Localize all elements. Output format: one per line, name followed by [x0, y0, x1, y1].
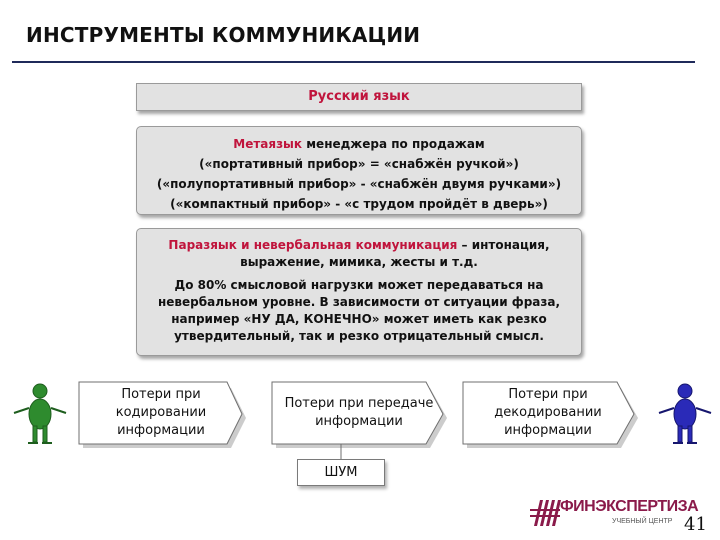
step-transmission-label: Потери при передаче информации	[284, 396, 434, 429]
metalanguage-line-2: («портативный прибор» = «снабжён ручкой»)	[199, 157, 519, 171]
paralanguage-paragraph-1-rest: – интонация, выражение, мимика, жесты и т.д.	[240, 238, 550, 269]
sender-person-icon	[10, 381, 70, 447]
metalanguage-line-3: («полупортативный прибор» - «снабжён двумя ручками»)	[156, 177, 562, 191]
language-label: Русский язык	[308, 89, 410, 104]
metalanguage-line-1-rest: менеджера по продажам	[302, 137, 485, 151]
metalanguage-line-4: («компактный прибор» - «с трудом пройдёт в дверь»)	[170, 197, 548, 211]
language-box	[136, 83, 582, 111]
noise-connector	[337, 444, 345, 460]
paralanguage-paragraph-2: До 80% смысловой нагрузки может передаваться на невербальном уровне. В зависимости от ситуации фраза, например «НУ ДА, КОНЕЧНО» может иметь как резко утвердительный, так и резко отрицательный смысл.	[157, 278, 561, 343]
page-number: 41	[684, 514, 707, 535]
metalanguage-term: Метаязык	[233, 137, 303, 151]
company-logo-name: ФИНЭКСПЕРТИЗА	[560, 498, 699, 515]
paralanguage-term: Паразяык и невербальная коммуникация	[168, 238, 458, 252]
paralanguage-box	[136, 228, 582, 356]
company-logo-subtitle: УЧЕБНЫЙ ЦЕНТР	[612, 518, 673, 525]
step-encoding-label: Потери при кодировании информации	[115, 387, 207, 438]
step-decoding-label: Потери при декодировании информации	[494, 387, 602, 438]
paralanguage-paragraph-1	[137, 237, 581, 271]
noise-box: ШУМ	[297, 459, 385, 486]
company-logo-mark	[528, 496, 562, 530]
metalanguage-line-1	[137, 134, 581, 154]
metalanguage-box	[136, 126, 582, 215]
receiver-person-icon	[655, 381, 715, 447]
slide-title: ИНСТРУМЕНТЫ КОММУНИКАЦИИ	[26, 23, 421, 47]
title-divider	[12, 61, 695, 63]
